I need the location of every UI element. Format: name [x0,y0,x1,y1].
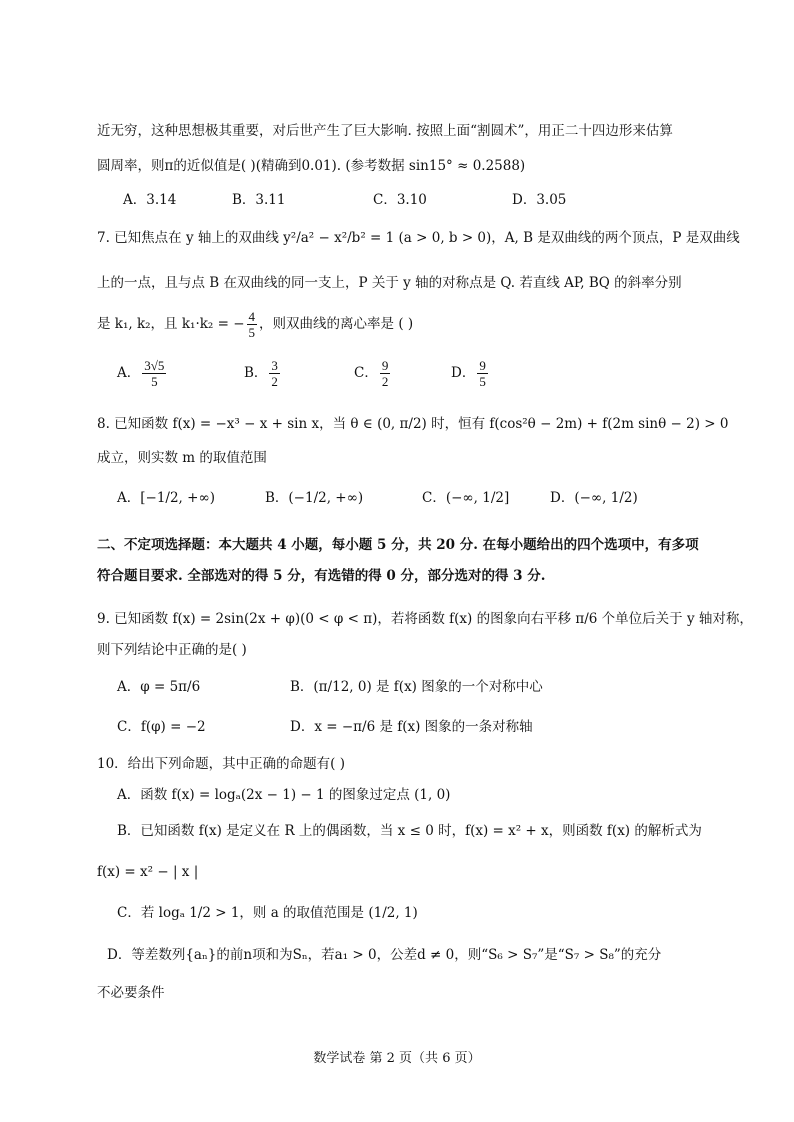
q7-option-d [451,356,490,390]
q8-line-2: 成立，则实数 m 的取值范围 [97,450,267,466]
q9-option-a: A．φ = 5π/6 [117,679,201,695]
q7-option-b-denominator: 2 [271,374,278,389]
q6-option-c: C．3.10 [373,192,427,208]
q10-option-d-line-1: D．等差数列{aₙ}的前n项和为Sₙ，若a₁ > 0，公差d ≠ 0，则“S₆ > S₇”是“S₇ > S₈”的充分 [107,947,662,963]
section-2-heading-line-2: 符合题目要求. 全部选对的得 5 分，有选错的得 0 分，部分选对的得 3 分. [97,568,546,584]
q8-line-1: 8. 已知函数 f(x) = −x³ − x + sin x，当 θ ∈ (0, π/2) 时，恒有 f(cos²θ − 2m) + f(2m sinθ − 2) > 0 [97,416,729,432]
q7-option-c-denominator: 2 [381,374,389,389]
q7-line-3-suffix: ，则双曲线的离心率是 ( ) [259,316,414,332]
q9-line-2: 则下列结论中正确的是( ) [97,642,247,658]
q10-option-d-line-2: 不必要条件 [97,985,165,1001]
q9-option-d: D．x = −π/6 是 f(x) 图象的一条对称轴 [290,719,533,735]
q7-line-1: 7. 已知焦点在 y 轴上的双曲线 y²/a² − x²/b² = 1 (a > 0, b > 0)，A, B 是双曲线的两个顶点，P 是双曲线 [97,230,740,246]
q7-option-c [354,356,392,390]
q7-option-d-denominator: 5 [479,374,486,389]
q7-line-3-prefix: 是 k₁, k₂，且 k₁·k₂ = − [97,316,245,332]
q7-option-a-label: A． [117,365,141,381]
q7-option-c-label: C． [354,365,378,381]
q6-line-1: 近无穷，这种思想极其重要，对后世产生了巨大影响. 按照上面“割圆术”，用正二十四边形来估算 [97,123,673,139]
q9-option-c: C．f(φ) = −2 [117,719,206,735]
section-2-heading-line-1: 二、不定项选择题：本大题共 4 小题，每小题 5 分，共 20 分. 在每小题给出的四个选项中，有多项 [97,537,699,553]
q7-line-3 [97,307,413,341]
q7-fraction-numerator: 4 [248,309,256,324]
q10-option-a: A．函数 f(x) = logₐ(2x − 1) − 1 的图象过定点 (1, 0) [117,787,451,803]
q10-option-c: C．若 logₐ 1/2 > 1，则 a 的取值范围是 (1/2, 1) [117,905,418,921]
q6-option-b: B．3.11 [232,192,286,208]
q6-option-d: D．3.05 [512,192,567,208]
page-footer: 数学试卷 第 2 页（共 6 页） [313,1051,481,1066]
q10-option-b-line-1: B．已知函数 f(x) 是定义在 R 上的偶函数，当 x ≤ 0 时，f(x) = x² + x，则函数 f(x) 的解析式为 [117,823,702,839]
q9-line-1: 9. 已知函数 f(x) = 2sin(2x + φ)(0 < φ < π)，若将函数 f(x) 的图象向右平移 π/6 个单位后关于 y 轴对称， [97,611,753,627]
q7-option-a-denominator: 5 [151,374,158,389]
q6-line-2: 圆周率，则π的近似值是( )(精确到0.01). (参考数据 sin15° ≈ 0.2588) [97,158,526,174]
q8-option-a: A．[−1/2, +∞) [117,490,215,506]
q7-option-a [117,356,168,390]
q7-option-a-numerator: 3√5 [144,358,165,373]
q7-option-b-label: B． [244,365,268,381]
q7-fraction-denominator: 5 [248,325,256,340]
q10-line-1: 10．给出下列命题，其中正确的命题有( ) [97,756,346,772]
q7-line-2: 上的一点，且与点 B 在双曲线的同一支上，P 关于 y 轴的对称点是 Q. 若直线 AP, BQ 的斜率分别 [97,275,682,291]
q7-option-b-numerator: 3 [271,358,278,373]
q7-option-c-numerator: 9 [381,358,389,373]
q7-option-b [244,356,282,390]
q7-option-d-numerator: 9 [479,358,486,373]
q9-option-b: B．(π/12, 0) 是 f(x) 图象的一个对称中心 [290,679,543,695]
q7-option-d-label: D． [451,365,476,381]
q8-option-b: B．(−1/2, +∞) [265,490,364,506]
q8-option-c: C．(−∞, 1/2] [422,490,510,506]
q7-fraction [247,309,258,340]
q10-option-b-line-2: f(x) = x² − | x | [97,864,199,880]
q6-option-a: A．3.14 [123,192,177,208]
q8-option-d: D．(−∞, 1/2) [550,490,638,506]
